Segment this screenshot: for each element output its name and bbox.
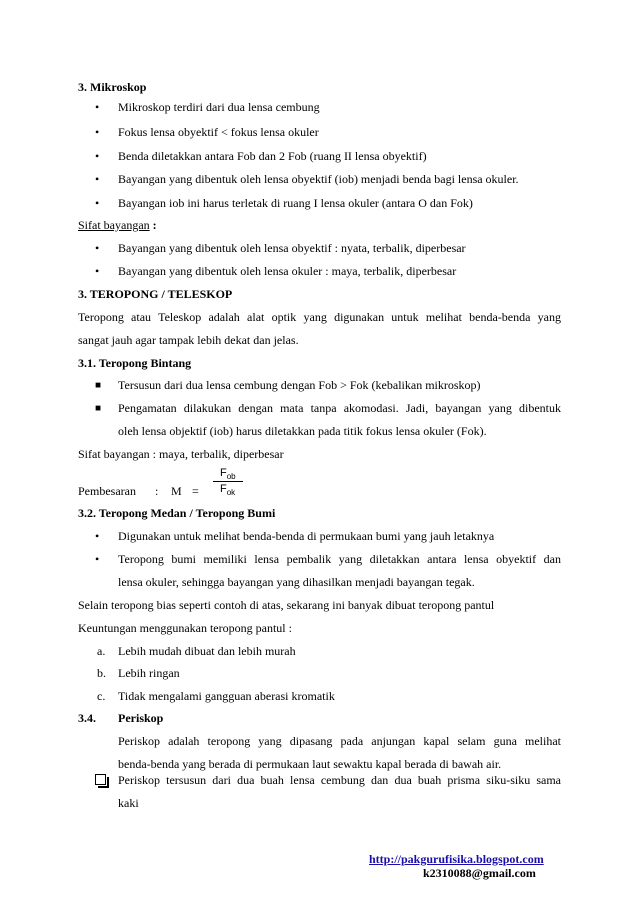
paragraph-line: Teropong atau Teleskop adalah alat optik yang digunakan untuk melihat benda-benda yang [78,310,561,324]
bullet-icon: • [95,196,100,210]
list-item: Pengamatan dilakukan dengan mata tanpa akomodasi. Jadi, bayangan yang dibentuk [118,401,561,415]
footer-url[interactable] [369,852,544,867]
fraction-denominator: $F_{ok}$ [220,483,236,498]
list-item: Periskop tersusun dari dua buah lensa cembung dan dua buah prisma siku-siku sama [118,773,561,787]
square-bullet-icon: ■ [95,403,102,414]
sifat-bayangan-label: Sifat bayangan [78,218,150,232]
subsection-heading-bintang: 3.1. Teropong Bintang [78,356,192,370]
list-item: Lebih mudah dibuat dan lebih murah [118,644,296,658]
bullet-icon: • [95,100,100,114]
list-item: Bayangan yang dibentuk oleh lensa obyektif : nyata, terbalik, diperbesar [118,241,466,255]
section-heading-mikroskop: 3. Mikroskop [78,80,147,94]
list-item: Lebih ringan [118,666,180,680]
list-item: Teropong bumi memiliki lensa pembalik yang diletakkan antara lensa obyektif dan [118,552,561,566]
checkbox-bullet-icon [95,774,106,785]
bullet-icon: • [95,552,100,566]
list-item: Tidak mengalami gangguan aberasi kromatik [118,689,335,703]
list-marker: c. [97,689,106,703]
pembesaran-equals: = [192,484,199,498]
list-marker: a. [97,644,106,658]
pembesaran-colon: : [155,484,159,498]
list-item: Bayangan iob ini harus terletak di ruang I lensa okuler (antara O dan Fok) [118,196,473,210]
pembesaran-label: Pembesaran [78,484,136,498]
pembesaran-m: M [171,484,182,498]
list-item-continuation: lensa okuler, sehingga bayangan yang dihasilkan menjadi bayangan tegak. [118,575,475,589]
square-bullet-icon: ■ [95,380,102,391]
list-item: Tersusun dari dua lensa cembung dengan Fob > Fok (kebalikan mikroskop) [118,378,481,392]
paragraph-line: Selain teropong bias seperti contoh di atas, sekarang ini banyak dibuat teropong pantul [78,598,495,612]
list-item: Digunakan untuk melihat benda-benda di permukaan bumi yang jauh letaknya [118,529,495,543]
bullet-icon: • [95,264,100,278]
paragraph-line: benda-benda yang berada di permukaan laut sewaktu kapal berada di bawah air. [118,757,502,771]
paragraph-line: sangat jauh agar tampak lebih dekat dan jelas. [78,333,299,347]
list-item-continuation: kaki [118,796,139,810]
list-marker: b. [97,666,106,680]
bullet-icon: • [95,149,100,163]
footer-email: k2310088@gmail.com [423,866,536,880]
paragraph-line: Keuntungan menggunakan teropong pantul : [78,621,292,635]
list-item: Fokus lensa obyektif < fokus lensa okuler [118,125,319,139]
bullet-icon: • [95,172,100,186]
list-item: Bayangan yang dibentuk oleh lensa okuler : maya, terbalik, diperbesar [118,264,457,278]
sifat-bayangan-colon: : [149,218,157,232]
list-item: Benda diletakkan antara Fob dan 2 Fob (ruang II lensa obyektif) [118,149,427,163]
sifat-bayangan-line [78,218,157,233]
bullet-icon: • [95,241,100,255]
list-item-continuation: oleh lensa objektif (iob) harus diletakkan pada titik fokus lensa okuler (Fok). [118,424,487,438]
fraction-numerator: $F_{ob}$ [220,467,236,482]
list-item: Mikroskop terdiri dari dua lensa cembung [118,100,320,114]
paragraph-line: Periskop adalah teropong yang dipasang pada anjungan kapal selam guna melihat [118,734,561,748]
subsection-heading-medan: 3.2. Teropong Medan / Teropong Bumi [78,506,276,520]
list-item: Bayangan yang dibentuk oleh lensa obyektif (iob) menjadi benda bagi lensa okuler. [118,172,519,186]
section-heading-teropong: 3. TEROPONG / TELESKOP [78,287,233,301]
subsection-heading-periskop: Periskop [118,711,164,725]
fraction-line [213,481,243,482]
footer-url-link[interactable]: http://pakgurufisika.blogspot.com [369,852,544,866]
subsection-number-periskop: 3.4. [78,711,96,725]
bullet-icon: • [95,125,100,139]
sifat-bayangan-bintang: Sifat bayangan : maya, terbalik, diperbesar [78,447,284,461]
bullet-icon: • [95,529,100,543]
